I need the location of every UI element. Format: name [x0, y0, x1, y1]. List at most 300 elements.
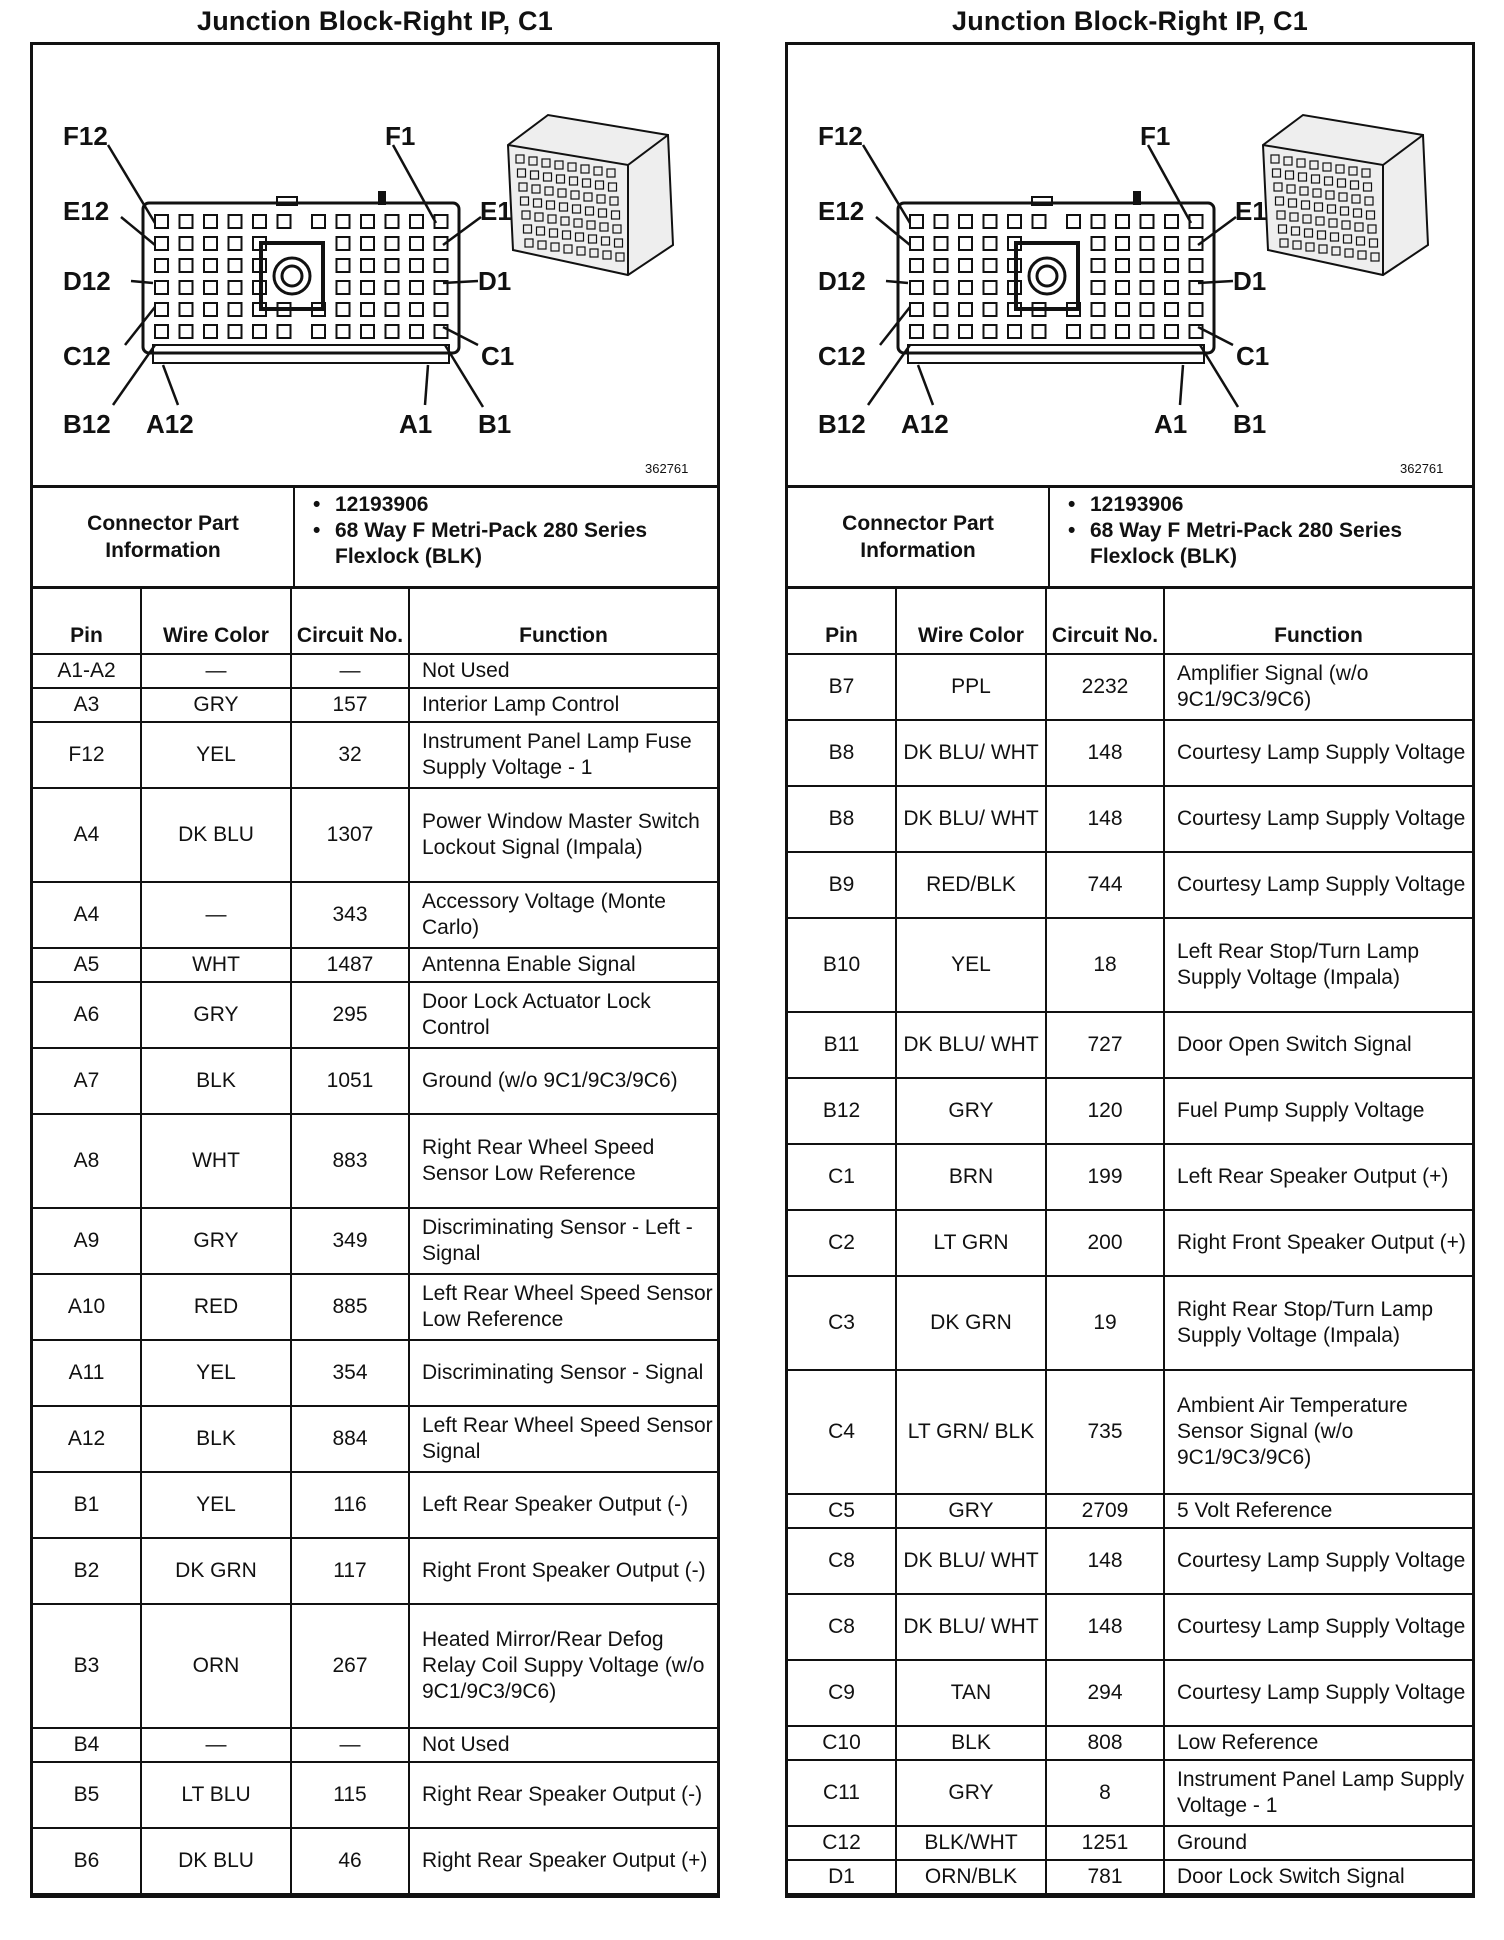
header-wire-color: Wire Color: [896, 589, 1046, 654]
connector-part-details: [295, 488, 717, 586]
table-row: [33, 1472, 717, 1538]
pin-cavity: [1008, 215, 1021, 228]
pin-cell: F12: [33, 722, 141, 788]
table-row: [788, 654, 1472, 720]
circuit-cell: 19: [1046, 1276, 1164, 1370]
pin-cavity: [1141, 303, 1154, 316]
header-pin: Pin: [33, 589, 141, 654]
pin-cavity: [1141, 281, 1154, 294]
circuit-cell: 744: [1046, 852, 1164, 918]
pin-cavity: [278, 325, 291, 338]
connector-perspective-icon: [508, 115, 673, 275]
function-cell: Right Front Speaker Output (-): [409, 1538, 717, 1604]
wire-color-cell: DK BLU/ WHT: [896, 1012, 1046, 1078]
header-circuit-no: Circuit No.: [291, 589, 409, 654]
pin-cavity: [1092, 237, 1105, 250]
pin-cavity: [984, 259, 997, 272]
table-row: [788, 852, 1472, 918]
pin-cavity: [984, 325, 997, 338]
table-row: [33, 654, 717, 688]
pin-cavity: [386, 325, 399, 338]
function-cell: Door Open Switch Signal: [1164, 1012, 1472, 1078]
table-row: [788, 1760, 1472, 1826]
circuit-cell: 885: [291, 1274, 409, 1340]
table-row: [788, 720, 1472, 786]
pin-cavity: [959, 237, 972, 250]
pin-cavity: [180, 237, 193, 250]
pin-cell: A7: [33, 1048, 141, 1114]
function-cell: Ground: [1164, 1826, 1472, 1860]
circuit-cell: 116: [291, 1472, 409, 1538]
function-cell: Accessory Voltage (Monte Carlo): [409, 882, 717, 948]
pin-label-e12: E12: [818, 196, 865, 226]
table-row: [788, 786, 1472, 852]
pin-label-e1: E1: [480, 196, 512, 226]
connector-frame: [30, 42, 720, 1898]
pin-label-d1: D1: [1233, 266, 1267, 296]
pin-cavity: [1067, 215, 1080, 228]
circuit-cell: 295: [291, 982, 409, 1048]
pin-cavity: [155, 259, 168, 272]
connector-part-information: [788, 488, 1472, 589]
wire-color-cell: YEL: [896, 918, 1046, 1012]
pin-label-b1: B1: [1233, 409, 1267, 439]
pin-cavity: [435, 303, 448, 316]
function-cell: Left Rear Wheel Speed Sensor Low Reference: [409, 1274, 717, 1340]
pin-cavity: [386, 215, 399, 228]
function-cell: Antenna Enable Signal: [409, 948, 717, 982]
pin-cavity: [959, 259, 972, 272]
pin-cavity: [361, 281, 374, 294]
wire-color-cell: RED/BLK: [896, 852, 1046, 918]
pin-cell: A10: [33, 1274, 141, 1340]
table-row: [33, 1828, 717, 1894]
pin-cell: A3: [33, 688, 141, 722]
pin-cavity: [984, 281, 997, 294]
wire-color-cell: —: [141, 654, 291, 688]
function-cell: Left Rear Wheel Speed Sensor Signal: [409, 1406, 717, 1472]
function-cell: Instrument Panel Lamp Supply Voltage - 1: [1164, 1760, 1472, 1826]
wire-color-cell: GRY: [141, 1208, 291, 1274]
pin-cavity: [386, 281, 399, 294]
pin-label-b12: B12: [818, 409, 866, 439]
wire-color-cell: ORN: [141, 1604, 291, 1728]
pin-label-c1: C1: [481, 341, 515, 371]
pin-cavity: [1116, 281, 1129, 294]
function-cell: Right Rear Wheel Speed Sensor Low Reference: [409, 1114, 717, 1208]
table-row: [788, 1276, 1472, 1370]
pin-cavity: [1165, 237, 1178, 250]
circuit-cell: 1307: [291, 788, 409, 882]
pin-cavity: [1033, 215, 1046, 228]
connector-description: • 68 Way F Metri-Pack 280 Series Flexlock (BLK): [335, 518, 717, 570]
circuit-cell: 115: [291, 1762, 409, 1828]
pin-cavity: [910, 215, 923, 228]
pin-label-d12: D12: [63, 266, 111, 296]
circuit-cell: 199: [1046, 1144, 1164, 1210]
circuit-cell: 1487: [291, 948, 409, 982]
pin-cell: B12: [788, 1078, 896, 1144]
pin-label-e1: E1: [1235, 196, 1267, 226]
wire-color-cell: YEL: [141, 1472, 291, 1538]
pin-cavity: [337, 237, 350, 250]
pin-label-a12: A12: [901, 409, 949, 439]
wire-color-cell: YEL: [141, 722, 291, 788]
circuit-cell: —: [291, 654, 409, 688]
pin-cavity: [229, 281, 242, 294]
function-cell: Right Rear Stop/Turn Lamp Supply Voltage (Impala): [1164, 1276, 1472, 1370]
wire-color-cell: DK BLU/ WHT: [896, 1594, 1046, 1660]
pin-label-f12: F12: [63, 121, 108, 151]
wire-color-cell: LT GRN: [896, 1210, 1046, 1276]
pin-cavity: [1092, 259, 1105, 272]
center-lock-outer: [1029, 258, 1065, 294]
connector-diagram: [788, 45, 1472, 488]
pin-cell: B3: [33, 1604, 141, 1728]
pin-cavity: [984, 237, 997, 250]
pin-cavity: [935, 237, 948, 250]
wire-color-cell: WHT: [141, 948, 291, 982]
wire-color-cell: DK BLU: [141, 1828, 291, 1894]
header-wire-color: Wire Color: [141, 589, 291, 654]
center-lock: [261, 243, 323, 309]
pin-cell: C3: [788, 1276, 896, 1370]
function-cell: Fuel Pump Supply Voltage: [1164, 1078, 1472, 1144]
pin-cell: B6: [33, 1828, 141, 1894]
pin-cavity: [410, 259, 423, 272]
pin-cell: C11: [788, 1760, 896, 1826]
pin-label-e12: E12: [63, 196, 110, 226]
header-function: Function: [409, 589, 717, 654]
pin-cavity: [910, 303, 923, 316]
function-cell: Left Rear Speaker Output (+): [1164, 1144, 1472, 1210]
table-row: [788, 1594, 1472, 1660]
pin-cell: B5: [33, 1762, 141, 1828]
pin-cavity: [1067, 325, 1080, 338]
pin-cavity: [337, 259, 350, 272]
pin-cavity: [1116, 215, 1129, 228]
circuit-cell: 148: [1046, 786, 1164, 852]
pin-cavity: [959, 325, 972, 338]
pin-cell: B9: [788, 852, 896, 918]
pin-cavity: [935, 303, 948, 316]
circuit-cell: 354: [291, 1340, 409, 1406]
circuit-cell: 349: [291, 1208, 409, 1274]
function-cell: Instrument Panel Lamp Fuse Supply Voltage - 1: [409, 722, 717, 788]
pin-cavity: [935, 215, 948, 228]
pin-cavity: [278, 215, 291, 228]
pin-cavity: [337, 215, 350, 228]
circuit-cell: 32: [291, 722, 409, 788]
table-row: [33, 1762, 717, 1828]
wire-color-cell: —: [141, 882, 291, 948]
wire-color-cell: GRY: [896, 1494, 1046, 1528]
function-cell: 5 Volt Reference: [1164, 1494, 1472, 1528]
pin-cavity: [180, 215, 193, 228]
pin-cavity: [1165, 303, 1178, 316]
pin-cell: B7: [788, 654, 896, 720]
connector-part-details: [1050, 488, 1472, 586]
pin-cavity: [229, 259, 242, 272]
pin-cavity: [204, 325, 217, 338]
table-row: [33, 788, 717, 882]
circuit-cell: 781: [1046, 1860, 1164, 1894]
pin-cell: C8: [788, 1528, 896, 1594]
wire-color-cell: LT BLU: [141, 1762, 291, 1828]
circuit-cell: 883: [291, 1114, 409, 1208]
circuit-cell: 727: [1046, 1012, 1164, 1078]
pin-label-d12: D12: [818, 266, 866, 296]
table-header-row: [33, 589, 717, 654]
pin-label-b12: B12: [63, 409, 111, 439]
function-cell: Ground (w/o 9C1/9C3/9C6): [409, 1048, 717, 1114]
pin-cavity: [180, 303, 193, 316]
table-row: [788, 1528, 1472, 1594]
pin-cell: C8: [788, 1594, 896, 1660]
pin-cavity: [204, 215, 217, 228]
function-cell: Not Used: [409, 1728, 717, 1762]
pin-cavity: [155, 215, 168, 228]
connector-face-drawing: [788, 45, 1472, 482]
pin-cell: B10: [788, 918, 896, 1012]
circuit-cell: 2709: [1046, 1494, 1164, 1528]
table-header-row: [788, 589, 1472, 654]
wire-color-cell: DK BLU/ WHT: [896, 1528, 1046, 1594]
pin-cavity: [410, 237, 423, 250]
function-cell: Low Reference: [1164, 1726, 1472, 1760]
wire-color-cell: WHT: [141, 1114, 291, 1208]
function-cell: Courtesy Lamp Supply Voltage: [1164, 1528, 1472, 1594]
pin-cell: A8: [33, 1114, 141, 1208]
pin-cell: A12: [33, 1406, 141, 1472]
pin-cavity: [361, 303, 374, 316]
pin-cavity: [155, 303, 168, 316]
circuit-cell: 148: [1046, 1528, 1164, 1594]
function-cell: Not Used: [409, 654, 717, 688]
pin-label-c12: C12: [818, 341, 866, 371]
pin-cavity: [1165, 215, 1178, 228]
pin-cavity: [910, 237, 923, 250]
wire-color-cell: DK BLU: [141, 788, 291, 882]
pin-cavity: [180, 325, 193, 338]
pin-cavity: [204, 259, 217, 272]
pin-cavity: [1092, 303, 1105, 316]
wire-color-cell: ORN/BLK: [896, 1860, 1046, 1894]
pin-cell: C5: [788, 1494, 896, 1528]
pin-cavity: [155, 237, 168, 250]
circuit-cell: 808: [1046, 1726, 1164, 1760]
table-row: [788, 1494, 1472, 1528]
pin-cavity: [410, 325, 423, 338]
function-cell: Courtesy Lamp Supply Voltage: [1164, 852, 1472, 918]
table-row: [788, 1012, 1472, 1078]
connector-part-information: [33, 488, 717, 589]
pin-cavity: [1116, 259, 1129, 272]
pin-cavity: [312, 325, 325, 338]
table-row: [33, 1340, 717, 1406]
pinout-table: [788, 589, 1472, 1895]
circuit-cell: 18: [1046, 918, 1164, 1012]
table-row: [33, 1728, 717, 1762]
leader-lines: [108, 145, 483, 407]
circuit-cell: 2232: [1046, 654, 1164, 720]
pin-cell: B8: [788, 720, 896, 786]
pin-cavity: [1092, 325, 1105, 338]
header-circuit-no: Circuit No.: [1046, 589, 1164, 654]
pin-cavity: [1092, 215, 1105, 228]
circuit-cell: 157: [291, 688, 409, 722]
function-cell: Door Lock Switch Signal: [1164, 1860, 1472, 1894]
pin-cell: C12: [788, 1826, 896, 1860]
wire-color-cell: BLK: [141, 1406, 291, 1472]
wire-color-cell: BRN: [896, 1144, 1046, 1210]
pin-cavity: [959, 303, 972, 316]
pin-cavity: [1141, 325, 1154, 338]
wire-color-cell: PPL: [896, 654, 1046, 720]
pin-cavity: [1141, 237, 1154, 250]
wire-color-cell: GRY: [896, 1760, 1046, 1826]
pin-cavity: [386, 259, 399, 272]
pin-cavity: [910, 281, 923, 294]
circuit-cell: —: [291, 1728, 409, 1762]
connector-frame: [785, 42, 1475, 1898]
table-row: [788, 1726, 1472, 1760]
pin-cavity: [1092, 281, 1105, 294]
pin-label-f12: F12: [818, 121, 863, 151]
wire-color-cell: BLK/WHT: [896, 1826, 1046, 1860]
pin-cavity: [180, 259, 193, 272]
pin-cavity: [229, 237, 242, 250]
pin-cavity: [386, 237, 399, 250]
pin-cavity: [1116, 325, 1129, 338]
table-row: [33, 1114, 717, 1208]
wire-color-cell: RED: [141, 1274, 291, 1340]
function-cell: Heated Mirror/Rear Defog Relay Coil Suppy Voltage (w/o 9C1/9C3/9C6): [409, 1604, 717, 1728]
wire-color-cell: BLK: [896, 1726, 1046, 1760]
circuit-cell: 735: [1046, 1370, 1164, 1494]
pin-label-c12: C12: [63, 341, 111, 371]
circuit-cell: 117: [291, 1538, 409, 1604]
pin-cavity: [935, 281, 948, 294]
pin-cavity: [935, 259, 948, 272]
pin-cavity: [361, 259, 374, 272]
table-row: [33, 1406, 717, 1472]
pin-cavity: [155, 281, 168, 294]
function-cell: Ambient Air Temperature Sensor Signal (w/o 9C1/9C3/9C6): [1164, 1370, 1472, 1494]
latch-tab: [1133, 191, 1141, 205]
pin-cell: A4: [33, 788, 141, 882]
pin-cavity: [386, 303, 399, 316]
function-cell: Discriminating Sensor - Left - Signal: [409, 1208, 717, 1274]
left-connector-panel: [30, 0, 720, 1898]
pin-cell: A9: [33, 1208, 141, 1274]
latch-tab: [378, 191, 386, 205]
circuit-cell: 46: [291, 1828, 409, 1894]
pin-cavity: [410, 303, 423, 316]
pin-cavity: [229, 215, 242, 228]
pin-cavity: [1116, 237, 1129, 250]
pin-cavity: [337, 281, 350, 294]
wire-color-cell: DK BLU/ WHT: [896, 720, 1046, 786]
right-connector-panel: [785, 0, 1475, 1898]
table-row: [788, 1826, 1472, 1860]
pin-cavity: [1165, 259, 1178, 272]
pin-cavity: [1141, 259, 1154, 272]
connector-part-label: Connector Part Information: [788, 488, 1050, 586]
table-row: [788, 918, 1472, 1012]
header-function: Function: [1164, 589, 1472, 654]
wire-color-cell: GRY: [141, 688, 291, 722]
wire-color-cell: YEL: [141, 1340, 291, 1406]
circuit-cell: 343: [291, 882, 409, 948]
function-cell: Courtesy Lamp Supply Voltage: [1164, 1660, 1472, 1726]
connector-description: • 68 Way F Metri-Pack 280 Series Flexlock (BLK): [1090, 518, 1472, 570]
pin-cavity: [337, 303, 350, 316]
table-row: [788, 1210, 1472, 1276]
table-row: [33, 882, 717, 948]
circuit-cell: 1251: [1046, 1826, 1164, 1860]
pin-label-a12: A12: [146, 409, 194, 439]
pin-cavity: [180, 281, 193, 294]
pin-cell: C10: [788, 1726, 896, 1760]
pin-cavity: [204, 303, 217, 316]
pin-cavity: [253, 215, 266, 228]
pin-cell: B11: [788, 1012, 896, 1078]
part-number: • 12193906: [1090, 492, 1472, 518]
circuit-cell: 8: [1046, 1760, 1164, 1826]
table-row: [788, 1660, 1472, 1726]
pin-cavity: [253, 325, 266, 338]
pin-cavity: [361, 325, 374, 338]
pin-cavity: [229, 303, 242, 316]
pinout-table: [33, 589, 717, 1895]
pin-cavity: [204, 237, 217, 250]
pin-cell: C4: [788, 1370, 896, 1494]
table-row: [33, 1274, 717, 1340]
pin-cavity: [435, 259, 448, 272]
circuit-cell: 884: [291, 1406, 409, 1472]
table-row: [788, 1860, 1472, 1894]
center-lock-inner: [282, 266, 302, 286]
circuit-cell: 294: [1046, 1660, 1164, 1726]
pin-cavity: [155, 325, 168, 338]
table-row: [33, 1538, 717, 1604]
pin-label-d1: D1: [478, 266, 512, 296]
center-lock-inner: [1037, 266, 1057, 286]
pin-cavity: [1116, 303, 1129, 316]
pin-cavity: [1190, 303, 1203, 316]
pin-label-f1: F1: [1140, 121, 1171, 151]
pin-label-f1: F1: [385, 121, 416, 151]
wire-color-cell: DK GRN: [896, 1276, 1046, 1370]
pinout-rows: [788, 654, 1472, 1894]
function-cell: Courtesy Lamp Supply Voltage: [1164, 720, 1472, 786]
panel-title: Junction Block-Right IP, C1: [197, 6, 553, 36]
pin-cavity: [204, 281, 217, 294]
circuit-cell: 1051: [291, 1048, 409, 1114]
wire-color-cell: BLK: [141, 1048, 291, 1114]
pin-cavity: [410, 215, 423, 228]
pin-label-c1: C1: [1236, 341, 1270, 371]
pin-cavity: [1141, 215, 1154, 228]
function-cell: Discriminating Sensor - Signal: [409, 1340, 717, 1406]
pin-cavity: [229, 325, 242, 338]
pin-cell: A11: [33, 1340, 141, 1406]
pin-cavity: [910, 325, 923, 338]
pin-cavity: [959, 215, 972, 228]
wire-color-cell: —: [141, 1728, 291, 1762]
pin-cavity: [410, 281, 423, 294]
